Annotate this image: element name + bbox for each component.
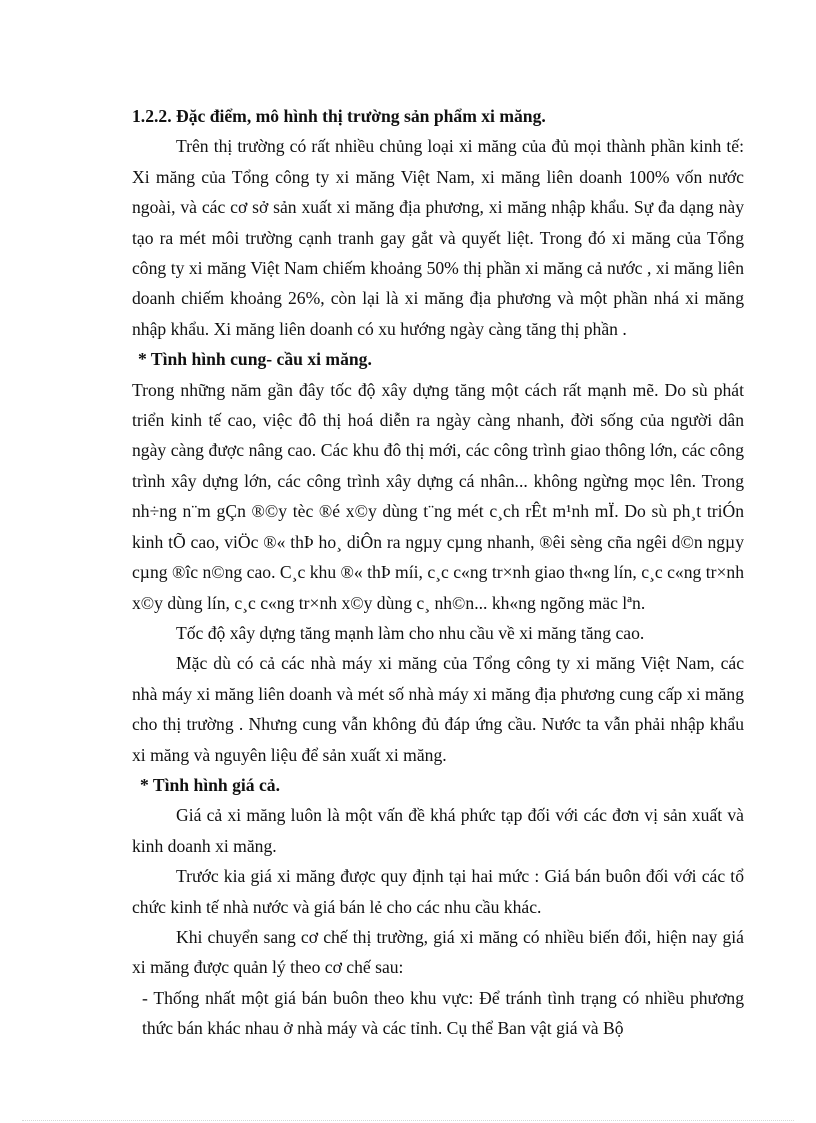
paragraph-demand-increase: Tốc độ xây dựng tăng mạnh làm cho nhu cầu về xi măng tăng cao.: [176, 622, 645, 643]
paragraph-price-levels: Trước kia giá xi măng được quy định tại hai mức : Giá bán buôn đối với các tổ chức kinh tế nhà nước và giá bán lẻ cho các nhu cầu khác.: [132, 866, 744, 917]
subheading-supply-demand: * Tình hình cung- cầu xi măng.: [138, 349, 372, 370]
document-body: [132, 101, 744, 1044]
paragraph-supply-shortage: Mặc dù có cả các nhà máy xi măng của Tổng công ty xi măng Việt Nam, các nhà máy xi măng liên doanh và mét số nhà máy xi măng địa phương cung cấp xi măng cho thị trường . Nhưng cung vẫn không đủ đáp ứng cầu. Nước ta vẫn phải nhập khẩu xi măng và nguyên liệu để sản xuất xi măng.: [132, 653, 744, 765]
paragraph-price-complexity: Giá cả xi măng luôn là một vấn đề khá phức tạp đối với các đơn vị sản xuất và kinh doanh xi măng.: [132, 805, 744, 856]
paragraph-wholesale-price: - Thống nhất một giá bán buôn theo khu vực: Để tránh tình trạng có nhiều phương thức bán khác nhau ở nhà máy và các tỉnh. Cụ thể Ban vật giá và Bộ: [142, 987, 744, 1039]
paragraph-construction-growth: Trong những năm gần đây tốc độ xây dựng tăng một cách rất mạnh mẽ. Do sù phát triển kinh tế cao, việc đô thị hoá diễn ra ngày càng nhanh, đời sống của người dân ngày càng được nâng cao. Các khu đô thị mới, các công trình giao thông lớn, các công trình xây dựng lớn, các công trình xây dựng cá nhân... không ngừng mọc lên. Trong nh÷ng n¨m gÇn ®©y tèc ®é x©y dùng t¨ng mét c¸ch rÊt m¹nh mÏ. Do sù ph¸t triÓn kinh tÕ cao, viÖc ®« thÞ ho¸ diÔn ra ngµy cµng nhanh, ®êi sèng cña ngêi d©n ngµy cµng ®îc n©ng cao. C¸c khu ®« thÞ míi, c¸c c«ng tr×nh giao th«ng lín, c¸c c«ng tr×nh x©y dùng lín, c¸c c«ng tr×nh x©y dùng c¸ nh©n... kh«ng ngõng mäc lªn.: [132, 379, 744, 613]
section-heading: 1.2.2. Đặc điểm, mô hình thị trường sản phẩm xi măng.: [132, 106, 546, 126]
paragraph-market-mechanism: Khi chuyển sang cơ chế thị trường, giá xi măng có nhiều biến đổi, hiện nay giá xi măng được quản lý theo cơ chế sau:: [132, 926, 744, 978]
paragraph-market-overview: Trên thị trường có rất nhiều chủng loại xi măng của đủ mọi thành phần kinh tế: Xi măng của Tổng công ty xi măng Việt Nam, xi măng liên doanh 100% vốn nước ngoài, và các cơ sở sản xuất xi măng địa phương, xi măng nhập khẩu. Sự đa dạng này tạo ra mét môi trường cạnh tranh gay gắt và quyết liệt. Trong đó xi măng của Tổng công ty xi măng Việt Nam chiếm khoảng 50% thị phần xi măng cả nước , xi măng liên doanh chiếm khoảng 26%, còn lại là xi măng địa phương và một phần nhá xi măng nhập khẩu. Xi măng liên doanh có xu hướng ngày càng tăng thị phần .: [132, 136, 744, 339]
subheading-pricing: * Tình hình giá cả.: [140, 774, 280, 795]
page-bottom-divider: [22, 1120, 794, 1121]
